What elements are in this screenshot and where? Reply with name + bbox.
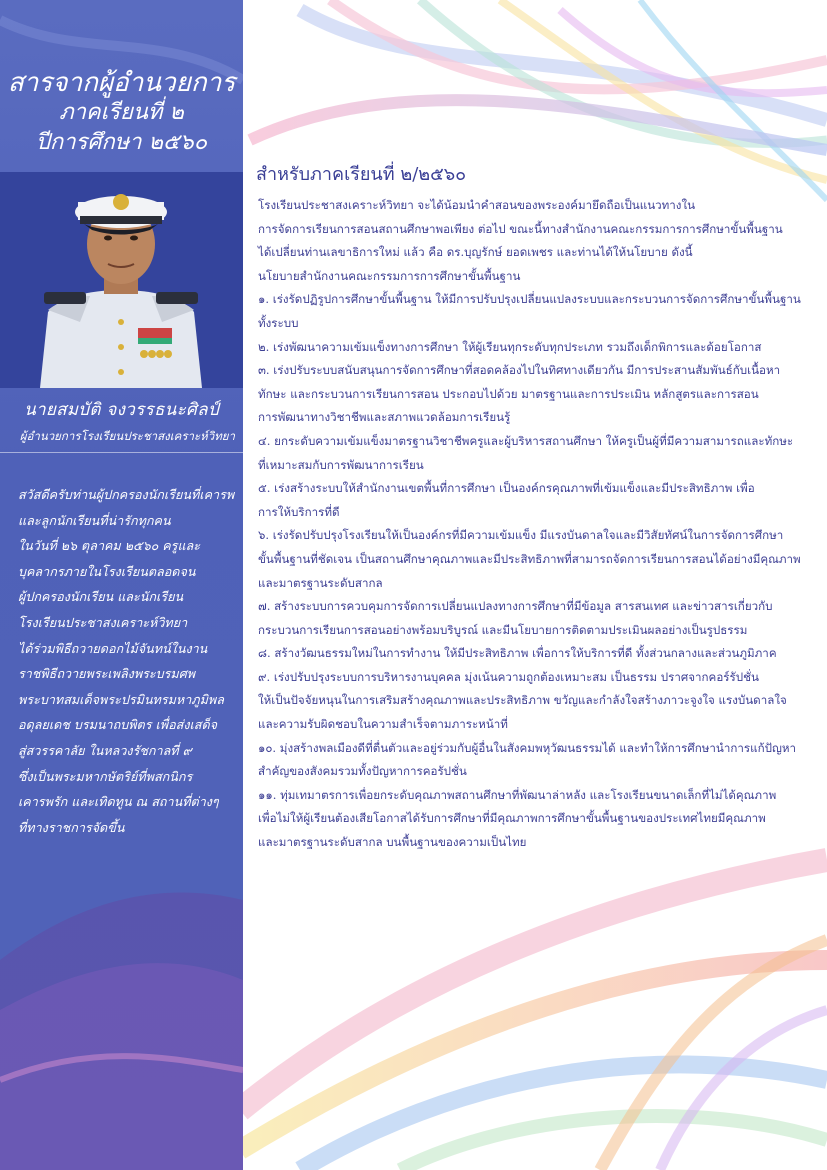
- greeting-line: ในวันที่ ๒๖ ตุลาคม ๒๕๖๐ ครูและ: [18, 538, 201, 554]
- policy-line: สำคัญของสังคมรวมทั้งปัญหาการคอรัปชั่น: [258, 764, 467, 779]
- policy-line: เพื่อไม่ให้ผู้เรียนต้องเสียโอกาสได้รับการศึกษาที่มีคุณภาพการศึกษาขั้นพื้นฐานของประเทศไทยมีคุณภาพ: [258, 811, 766, 826]
- policy-line: ทั้งระบบ: [258, 315, 299, 330]
- policy-line: ๑. เร่งรัดปฏิรูปการศึกษาขั้นพื้นฐาน ให้มีการปรับปรุงเปลี่ยนแปลงระบบและกระบวนการจัดการศึกษาขั้นพื้นฐาน: [258, 292, 801, 307]
- policy-line: ๗. สร้างระบบการควบคุมการจัดการเปลี่ยนแปลงทางการศึกษาที่มีข้อมูล สารสนเทศ และข่าวสารเกี่ยวกับ: [258, 599, 773, 614]
- title-line-1: สารจากผู้อำนวยการ: [7, 68, 236, 98]
- greeting-line: ซึ่งเป็นพระมหากษัตริย์ที่พสกนิกร: [18, 768, 193, 784]
- policy-line: กระบวนการเรียนการสอนอย่างพร้อมบริบูรณ์ และมีนโยบายการติดตามประเมินผลอย่างเป็นรูปธรรม: [258, 622, 748, 637]
- director-name: นายสมบัติ จงวรรธนะศิลป์: [24, 400, 219, 420]
- divider: [0, 452, 243, 453]
- page-title: [0, 68, 243, 158]
- policy-line: ๙. เร่งปรับปรุงระบบการบริหารงานบุคคล มุ่งเน้นความถูกต้องเหมาะสม เป็นธรรม ปราศจากคอร์รัปชั่น: [258, 669, 759, 684]
- greeting-line: เคารพรัก และเทิดทูน ณ สถานที่ต่างๆ: [18, 794, 219, 810]
- policy-line: และมาตรฐานระดับสากล บนพื้นฐานของความเป็นไทย: [258, 835, 527, 850]
- policy-line: การให้บริการที่ดี: [258, 504, 340, 519]
- director-position: ผู้อำนวยการโรงเรียนประชาสงเคราะห์วิทยา: [19, 429, 235, 443]
- policy-item: [258, 359, 818, 430]
- policy-item: [258, 430, 818, 477]
- intro-line: การจัดการเรียนการสอนสถานศึกษาพอเพียง ต่อไป ขณะนี้ทางสำนักงานคณะกรรมการการศึกษาขั้นพื้นฐาน: [258, 221, 783, 236]
- intro-line: นโยบายสำนักงานคณะกรรมการการศึกษาขั้นพื้นฐาน: [258, 268, 521, 283]
- intro-paragraph: [258, 194, 818, 288]
- policy-item: [258, 524, 818, 595]
- intro-line: โรงเรียนประชาสงเคราะห์วิทยา จะได้น้อมนำคำสอนของพระองค์มายึดถือเป็นแนวทางใน: [258, 198, 696, 212]
- policy-line: ให้เป็นปัจจัยหนุนในการเสริมสร้างคุณภาพและประสิทธิภาพ ขวัญและกำลังใจสร้างภาวะจูงใจ แรงบันดาลใจ: [258, 693, 787, 708]
- section-heading: สำหรับภาคเรียนที่ ๒/๒๕๖๐: [256, 164, 467, 185]
- greeting-line: ผู้ปกครองนักเรียน และนักเรียน: [18, 589, 184, 605]
- policy-item: [258, 666, 818, 737]
- policy-item: [258, 288, 818, 335]
- greeting-line: อดุลยเดช บรมนาถบพิตร เพื่อส่งเสด็จ: [18, 717, 218, 733]
- greeting-line: โรงเรียนประชาสงเคราะห์วิทยา: [18, 614, 188, 630]
- policy-list: [258, 288, 818, 854]
- policy-line: ๔. ยกระดับความเข้มแข็งมาตรฐานวิชาชีพครูและผู้บริหารสถานศึกษา ให้ครูเป็นผู้ที่มีความสามารถและทักษะ: [258, 433, 794, 448]
- policy-item: [258, 784, 818, 855]
- policy-line: และมาตรฐานระดับสากล: [258, 575, 383, 590]
- policy-line: ทักษะ และกระบวนการเรียนการสอน ประกอบไปด้วย มาตรฐานและการประเมิน หลักสูตรและการสอน: [258, 386, 759, 401]
- director-portrait: [0, 172, 243, 388]
- policy-line: ๑๐. มุ่งสร้างพลเมืองดีที่ตื่นตัวและอยู่ร่วมกับผู้อื่นในสังคมพหุวัฒนธรรมได้ และทำให้การศึกษานำการแก้ปัญหา: [258, 740, 796, 755]
- policy-line: ๕. เร่งสร้างระบบให้สำนักงานเขตพื้นที่การศึกษา เป็นองค์กรคุณภาพที่เข้มแข็งและมีประสิทธิภาพ เพื่อ: [258, 481, 755, 496]
- policy-line: ๓. เร่งปรับระบบสนับสนุนการจัดการศึกษาที่สอดคล้องไปในทิศทางเดียวกัน มีการประสานสัมพันธ์กับเนื้อหา: [258, 363, 781, 378]
- greeting-line: ได้ร่วมพิธีถวายดอกไม้จันทน์ในงาน: [18, 640, 208, 656]
- title-line-3: ปีการศึกษา ๒๕๖๐: [35, 130, 208, 155]
- policy-line: การพัฒนาทางวิชาชีพและสภาพแวดล้อมการเรียนรู้: [258, 410, 511, 425]
- policy-item: [258, 595, 818, 642]
- policy-line: และความรับผิดชอบในความสำเร็จตามภาระหน้าที่: [258, 717, 508, 732]
- greeting-line: สวัสดีครับท่านผู้ปกครองนักเรียนที่เคารพ: [18, 487, 235, 502]
- policy-item: [258, 642, 818, 666]
- greeting-line: ราชพิธีถวายพระเพลิงพระบรมศพ: [18, 666, 196, 682]
- greeting-message: [18, 482, 240, 840]
- sidebar-panel: [0, 0, 243, 1170]
- greeting-line: พระบาทสมเด็จพระปรมินทรมหาภูมิพล: [18, 691, 224, 707]
- greeting-line: สู่สวรรคาลัย ในหลวงรัชกาลที่ ๙: [18, 742, 192, 758]
- policy-line: ๘. สร้างวัฒนธรรมใหม่ในการทำงาน ให้มีประสิทธิภาพ เพื่อการให้บริการที่ดี ทั้งส่วนกลางและส่วนภูมิภาค: [258, 646, 777, 661]
- intro-line: ได้เปลี่ยนท่านเลขาธิการใหม่ แล้ว คือ ดร.บุญรักษ์ ยอดเพชร และท่านได้ให้นโยบาย ดังนี้: [258, 245, 693, 260]
- policy-item: [258, 336, 818, 360]
- greeting-line: และลูกนักเรียนที่น่ารักทุกคน: [18, 512, 171, 528]
- main-content: [258, 162, 818, 855]
- title-line-2: ภาคเรียนที่ ๒: [59, 100, 184, 125]
- policy-line: ๑๑. ทุ่มเทมาตรการเพื่อยกระดับคุณภาพสถานศึกษาที่พัฒนาล่าหลัง และโรงเรียนขนาดเล็กที่ไม่ได้คุณภาพ: [258, 787, 777, 802]
- policy-item: [258, 737, 818, 784]
- policy-line: ๖. เร่งรัดปรับปรุงโรงเรียนให้เป็นองค์กรที่มีความเข้มแข็ง มีแรงบันดาลใจและมีวิสัยทัศน์ในการจัดการศึกษา: [258, 528, 784, 543]
- policy-line: ขั้นพื้นฐานที่ชัดเจน เป็นสถานศึกษาคุณภาพและมีประสิทธิภาพที่สามารถจัดการเรียนการสอนได้อย่างมีคุณภาพ: [258, 551, 801, 566]
- portrait-image: [0, 172, 243, 388]
- policy-item: [258, 477, 818, 524]
- policy-line: ที่เหมาะสมกับการพัฒนาการเรียน: [258, 457, 424, 472]
- greeting-line: ที่ทางราชการจัดขึ้น: [18, 819, 125, 835]
- policy-line: ๒. เร่งพัฒนาความเข้มแข็งทางการศึกษา ให้ผู้เรียนทุกระดับทุกประเภท รวมถึงเด็กพิการและด้อยโอกาส: [258, 339, 762, 354]
- greeting-line: บุคลากรภายในโรงเรียนตลอดจน: [18, 563, 196, 579]
